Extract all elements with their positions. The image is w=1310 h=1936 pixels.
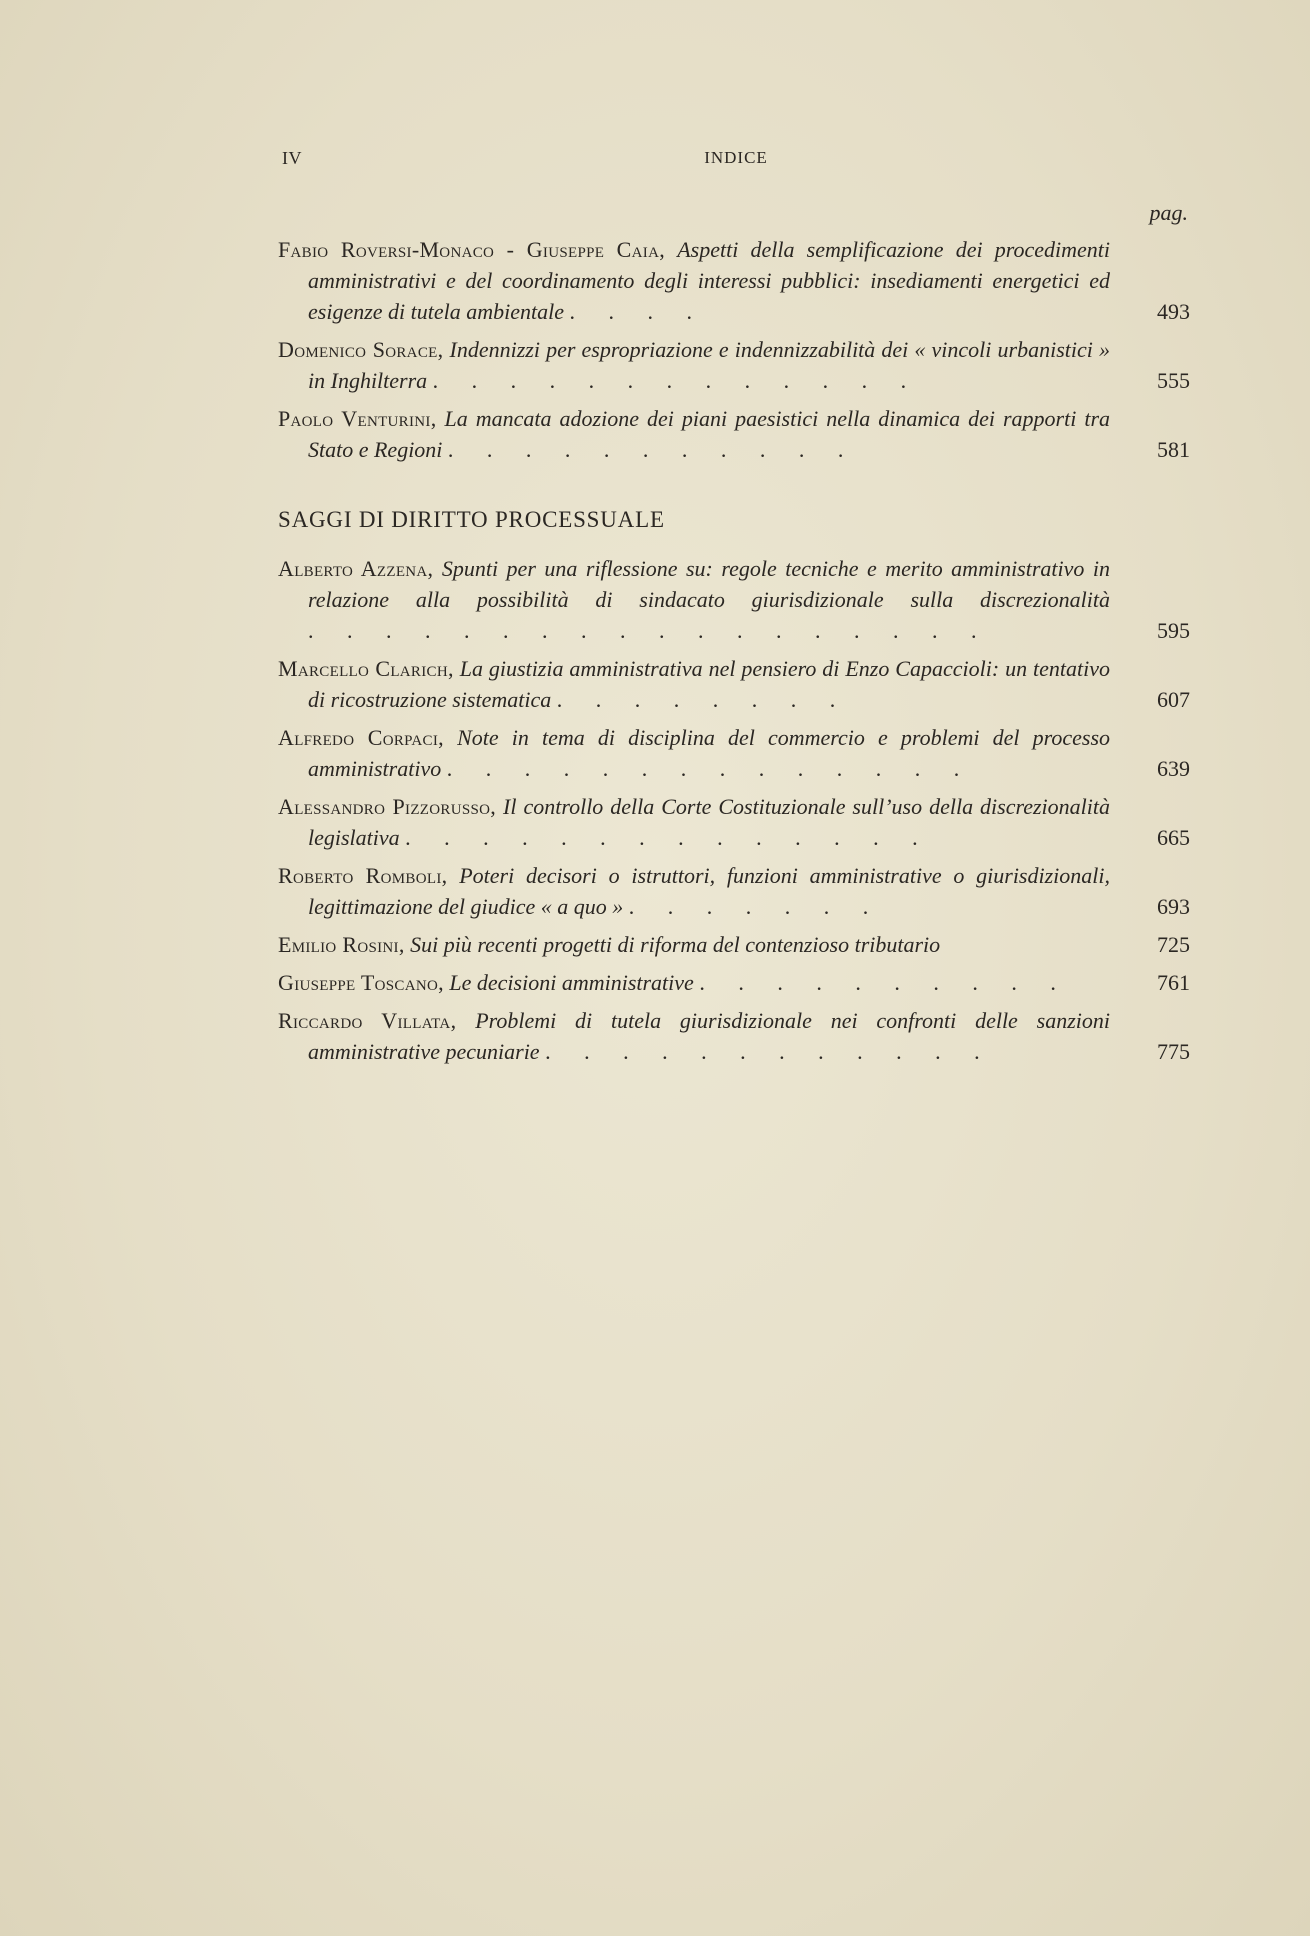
entry-title: Le decisioni amministrative [449,970,694,995]
entry-author: Alfredo Corpaci, [278,725,444,750]
entry-author: Alessandro Pizzorusso, [278,794,497,819]
entry-page-number: 607 [1157,687,1190,712]
entry-author: Alberto Azzena, [278,556,434,581]
entry-title: La mancata adozione dei piani paesistici nella dinamica dei rapporti tra Stato e Regioni [308,406,1111,462]
entry-title: La giustizia amministrativa nel pensiero di Enzo Capaccioli: un tentativo di ricostruzione sistematica [308,656,1110,712]
toc-entry[interactable] [278,929,1190,960]
entry-title: Spunti per una riflessione su: regole tecniche e merito amministrativo in relazione alla possibilità di sindacato giurisdizionale sulla discrezionalità [308,556,1110,612]
entry-author: Domenico Sorace, [278,337,444,362]
leader-dots: . . . . . . . [628,894,883,919]
entry-page-number: 665 [1157,825,1190,850]
leader-dots: . . . . . . . . . . . . . . . . . . [308,618,991,643]
toc-entry-text [278,929,1110,960]
entry-title: Poteri decisori o istruttori, funzioni amministrative o giurisdizionali, legittimazione del giudice « a quo » [308,863,1111,919]
toc-entry-text [278,234,1110,327]
toc-entry-text [278,791,1110,853]
toc-entry[interactable] [278,553,1190,646]
toc-entry-text [278,967,1110,998]
leader-dots: . . . . . . . . . . . . . . [405,825,932,850]
pag-column-label: pag. [1149,200,1188,225]
toc-entry-text [278,403,1110,465]
leader-dots: . . . . . . . . . . [699,970,1070,995]
toc-entry[interactable] [278,403,1190,465]
entry-page-number: 595 [1157,618,1190,643]
entry-author: Paolo Venturini, [278,406,437,431]
entry-page-number: 493 [1157,299,1190,324]
entry-page-number: 639 [1157,756,1190,781]
entry-page-number: 761 [1157,970,1190,995]
entry-page-number: 693 [1157,894,1190,919]
entry-title: Il controllo della Corte Costituzionale sull’uso della discrezionalità legislativa [308,794,1111,850]
entry-author: Marcello Clarich, [278,656,454,681]
section-heading: SAGGI DI DIRITTO PROCESSUALE [278,507,665,532]
entry-title: Problemi di tutela giurisdizionale nei confronti delle sanzioni amministrative pecuniarie [308,1008,1110,1064]
entry-author: Emilio Rosini, [278,932,405,957]
leader-dots: . . . . . . . . [556,687,850,712]
entry-author: Roberto Romboli, [278,863,448,888]
entry-page-number: 775 [1157,1039,1190,1064]
toc-entry[interactable] [278,722,1190,784]
running-header [282,148,1190,172]
entry-author: Giuseppe Toscano, [278,970,444,995]
toc-entry-text [278,334,1110,396]
entry-page-number: 555 [1157,368,1190,393]
toc-entry-text [278,860,1110,922]
entry-title: Sui più recenti progetti di riforma del contenzioso tributario [410,932,941,957]
entry-page-number: 725 [1157,932,1190,957]
toc-group-substantive [278,234,1190,465]
toc-entry-text [278,722,1110,784]
toc-entry[interactable] [278,791,1190,853]
leader-dots: . . . . . . . . . . . . . [432,368,921,393]
leader-dots: . . . . [569,299,706,324]
toc-entry[interactable] [278,860,1190,922]
entry-title: Indennizzi per espropriazione e indennizzabilità dei « vincoli urbanistici » in Inghilterra [308,337,1110,393]
toc-entry[interactable] [278,1005,1190,1067]
running-title: INDICE [704,148,768,167]
toc-entry-text [278,553,1110,646]
toc-entry-text [278,1005,1110,1067]
entry-title: Aspetti della semplificazione dei procedimenti amministrativi e del coordinamento degli interessi pubblici: insediamenti energetici ed esigenze di tutela ambientale [308,237,1111,324]
leader-dots: . . . . . . . . . . . [447,437,858,462]
toc-entry[interactable] [278,653,1190,715]
page-number: IV [282,148,302,168]
entry-title: Note in tema di disciplina del commercio e problemi del processo amministrativo [308,725,1111,781]
entry-author: Fabio Roversi-Monaco - Giuseppe Caia, [278,237,666,262]
toc-entry[interactable] [278,967,1190,998]
table-of-contents [278,200,1190,1067]
entry-page-number: 581 [1157,437,1190,462]
toc-entry[interactable] [278,334,1190,396]
leader-dots: . . . . . . . . . . . . . . [446,756,974,781]
toc-entry-text [278,653,1110,715]
toc-entry[interactable] [278,234,1190,327]
entry-author: Riccardo Villata, [278,1008,457,1033]
toc-group-procedural [278,553,1190,1067]
leader-dots: . . . . . . . . . . . . [545,1039,994,1064]
